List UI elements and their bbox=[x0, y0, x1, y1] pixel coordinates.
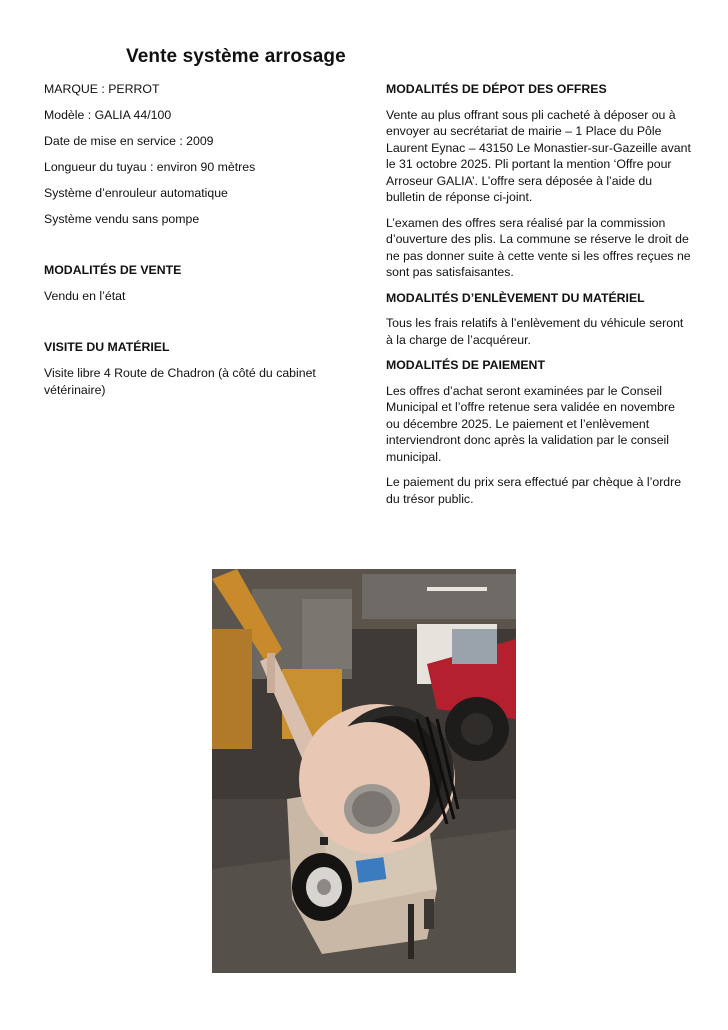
spec-date-service: Date de mise en service : 2009 bbox=[44, 134, 214, 148]
irrigation-reel-illustration bbox=[212, 569, 516, 973]
machine-photo bbox=[212, 569, 516, 973]
vente-heading: MODALITÉS DE VENTE bbox=[44, 263, 182, 277]
spec-pompe: Système vendu sans pompe bbox=[44, 212, 200, 226]
right-column bbox=[386, 81, 691, 516]
depot-heading: MODALITÉS DE DÉPOT DES OFFRES bbox=[386, 82, 607, 96]
page-title: Vente système arrosage bbox=[126, 46, 346, 67]
enlevement-heading: MODALITÉS D’ENLÈVEMENT DU MATÉRIEL bbox=[386, 290, 645, 305]
vente-text: Vendu en l’état bbox=[44, 289, 126, 303]
paiement-paragraph-1: Les offres d’achat seront examinées par le Conseil Municipal et l’offre retenue sera validée en novembre ou décembre 2025. Le paiement et l’enlèvement interviendront donc après la validation par le conseil municipal. bbox=[386, 383, 675, 464]
spec-enrouleur: Système d’enrouleur automatique bbox=[44, 186, 228, 200]
spec-modele: Modèle : GALIA 44/100 bbox=[44, 108, 172, 122]
depot-paragraph-2: L’examen des offres sera réalisé par la commission d’ouverture des plis. La commune se réserve le droit de ne pas donner suite à cette vente si les offres reçues ne sont pas satisfaisantes. bbox=[386, 215, 691, 279]
left-column bbox=[44, 81, 364, 408]
paiement-paragraph-2: Le paiement du prix sera effectué par chèque à l’ordre du trésor public. bbox=[386, 475, 682, 506]
spec-marque: MARQUE : PERROT bbox=[44, 82, 160, 96]
visite-heading: VISITE DU MATÉRIEL bbox=[44, 340, 170, 354]
visite-text: Visite libre 4 Route de Chadron (à côté du cabinet vétérinaire) bbox=[44, 366, 316, 397]
enlevement-text: Tous les frais relatifs à l’enlèvement du véhicule seront à la charge de l’acquéreur. bbox=[386, 316, 684, 347]
spec-longueur: Longueur du tuyau : environ 90 mètres bbox=[44, 160, 256, 174]
paiement-heading: MODALITÉS DE PAIEMENT bbox=[386, 358, 545, 372]
depot-paragraph-1: Vente au plus offrant sous pli cacheté à déposer ou à envoyer au secrétariat de mairie – 1 Place du Pôle Laurent Eynac – 43150 Le Monastier-sur-Gazeille avant le 31 octobre 2025. Pli portant la mention ‘Offre pour Arroseur GALIA’. L’offre sera déposée à l’aide du bulletin de réponse ci-joint. bbox=[386, 107, 691, 204]
